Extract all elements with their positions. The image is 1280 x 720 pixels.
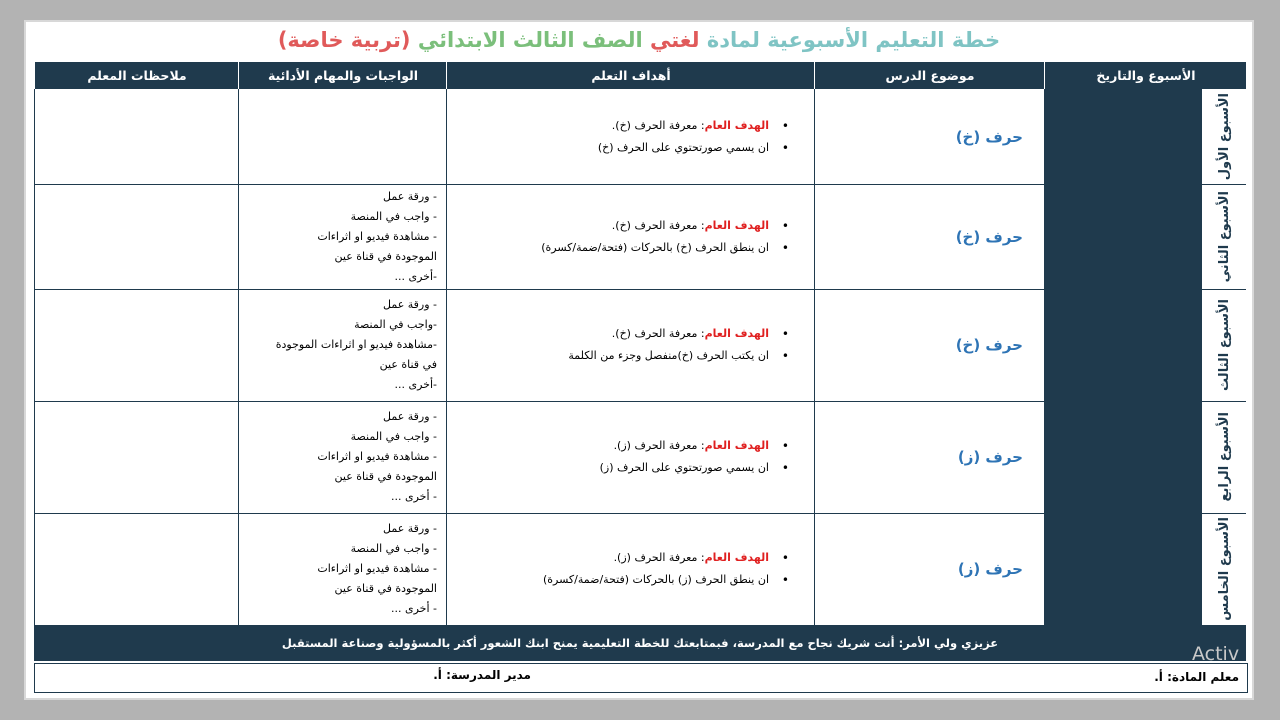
- header-objectives: أهداف التعلم: [446, 62, 815, 89]
- table-body: [34, 89, 1246, 625]
- plan-table: [34, 62, 1246, 662]
- title-special-ed: (تربية خاصة): [277, 28, 411, 52]
- activation-watermark: Activ: [1192, 643, 1240, 665]
- objectives-cell: [446, 89, 815, 184]
- task-item: الموجودة في قناة عين: [334, 582, 437, 595]
- table-row: [34, 513, 1044, 625]
- header-week: الأسبوع والتاريخ: [1044, 62, 1247, 89]
- objectives-cell: [446, 289, 815, 401]
- page-title: [26, 28, 1252, 58]
- objective-item: • ان ينطق الحرف (ز) بالحركات (فتحة/ضمة/كسرة): [543, 569, 789, 591]
- notes-cell: [34, 401, 239, 513]
- objective-goal: • الهدف العام: معرفة الحرف (خ).: [541, 215, 789, 237]
- tasks-cell: [238, 184, 447, 289]
- task-item: - واجب في المنصة: [350, 430, 437, 443]
- lesson-topic: حرف (ز): [957, 560, 1023, 578]
- tasks-cell: [238, 89, 447, 184]
- topic-cell: [814, 401, 1045, 513]
- table-header: [34, 62, 1246, 89]
- tasks-cell: [238, 401, 447, 513]
- objective-goal: • الهدف العام: معرفة الحرف (ز).: [543, 547, 789, 569]
- objective-goal: • الهدف العام: معرفة الحرف (ز).: [600, 435, 789, 457]
- task-item: -أخرى ...: [394, 269, 437, 283]
- topic-cell: [814, 184, 1045, 289]
- table-row: [34, 184, 1044, 290]
- table-row: [34, 401, 1044, 514]
- week-column: [1202, 89, 1246, 625]
- signature-row: [34, 663, 1248, 693]
- date-column: [1044, 89, 1202, 625]
- tasks-cell: [238, 289, 447, 401]
- task-item: -واجب في المنصة: [354, 318, 437, 331]
- teacher-signature: معلم المادة: أ.: [1154, 670, 1239, 684]
- objective-goal: • الهدف العام: معرفة الحرف (خ).: [568, 323, 789, 345]
- objective-item: • ان يسمي صورتحتوي على الحرف (ز): [600, 457, 789, 479]
- tasks-list: [247, 407, 437, 507]
- parent-message: عزيزي ولي الأمر: أنت شريك نجاح مع المدرسة، فبمتابعتك للخطة التعليمية يمنح ابنك الشعور أكثر بالمسؤولية وصناعة المستقبل: [34, 625, 1246, 661]
- objective-item: • ان يكتب الحرف (خ)منفصل وجزء من الكلمة: [568, 345, 789, 367]
- objective-item: • ان يسمي صورتحتوي على الحرف (خ): [598, 137, 789, 159]
- task-item: - مشاهدة فيديو او اثراءات: [317, 229, 437, 243]
- lesson-topic: حرف (ز): [957, 448, 1023, 466]
- tasks-list: [247, 295, 437, 395]
- lesson-topic: حرف (خ): [955, 227, 1023, 246]
- tasks-list: [247, 519, 437, 619]
- objectives-list: [541, 215, 789, 259]
- notes-cell: [34, 184, 239, 289]
- title-grade: الصف الثالث الابتدائي: [417, 28, 643, 52]
- task-item: - مشاهدة فيديو او اثراءات: [317, 450, 437, 463]
- objective-goal: • الهدف العام: معرفة الحرف (خ).: [598, 115, 789, 137]
- task-item: -أخرى ...: [394, 378, 437, 391]
- lesson-topic: حرف (خ): [955, 127, 1023, 146]
- topic-cell: [814, 89, 1045, 184]
- task-item: - واجب في المنصة: [350, 542, 437, 555]
- week-label: الأسبوع الخامس: [1216, 517, 1232, 621]
- header-topic: موضوع الدرس: [814, 62, 1045, 89]
- header-notes: ملاحظات المعلم: [34, 62, 239, 89]
- objectives-cell: [446, 184, 815, 289]
- week-cell: [1202, 184, 1246, 290]
- task-item: - أخرى ...: [391, 490, 437, 503]
- week-cell: [1202, 289, 1246, 402]
- task-item: - ورقة عمل: [383, 189, 437, 203]
- objective-item: • ان ينطق الحرف (خ) بالحركات (فتحة/ضمة/كسرة): [541, 237, 789, 259]
- task-item: - ورقة عمل: [383, 410, 437, 423]
- tasks-cell: [238, 513, 447, 625]
- principal-signature: مدير المدرسة: أ.: [433, 668, 531, 682]
- objectives-list: [598, 115, 789, 159]
- week-cell: [1202, 89, 1246, 185]
- lesson-topic: حرف (خ): [955, 336, 1023, 354]
- notes-cell: [34, 513, 239, 625]
- week-cell: [1202, 401, 1246, 514]
- week-label: الأسبوع الثاني: [1216, 190, 1232, 283]
- title-part-main: خطة التعليم الأسبوعية لمادة: [706, 28, 1001, 52]
- task-item: - مشاهدة فيديو او اثراءات: [317, 562, 437, 575]
- objectives-list: [568, 323, 789, 367]
- notes-cell: [34, 89, 239, 184]
- topic-cell: [814, 289, 1045, 401]
- task-item: - أخرى ...: [391, 602, 437, 615]
- week-label: الأسبوع الرابع: [1216, 412, 1232, 502]
- objectives-cell: [446, 513, 815, 625]
- objectives-cell: [446, 401, 815, 513]
- week-label: الأسبوع الأول: [1216, 92, 1232, 181]
- week-label: الأسبوع الثالث: [1216, 299, 1232, 391]
- header-tasks: الواجبات والمهام الأدائية: [238, 62, 447, 89]
- task-item: - ورقة عمل: [383, 522, 437, 535]
- task-item: الموجودة في قناة عين: [334, 470, 437, 483]
- topic-cell: [814, 513, 1045, 625]
- task-item: الموجودة في قناة عين: [334, 249, 437, 263]
- table-row: [34, 289, 1044, 402]
- task-item: في قناة عين: [379, 358, 437, 371]
- tasks-list: [247, 187, 437, 287]
- title-subject: لغتي: [649, 28, 700, 52]
- task-item: - ورقة عمل: [383, 298, 437, 311]
- week-cell: [1202, 513, 1246, 625]
- task-item: - واجب في المنصة: [350, 209, 437, 223]
- objectives-list: [543, 547, 789, 591]
- objectives-list: [600, 435, 789, 479]
- task-item: -مشاهدة فيديو او اثراءات الموجودة: [275, 338, 437, 351]
- table-row: [34, 89, 1044, 185]
- notes-cell: [34, 289, 239, 401]
